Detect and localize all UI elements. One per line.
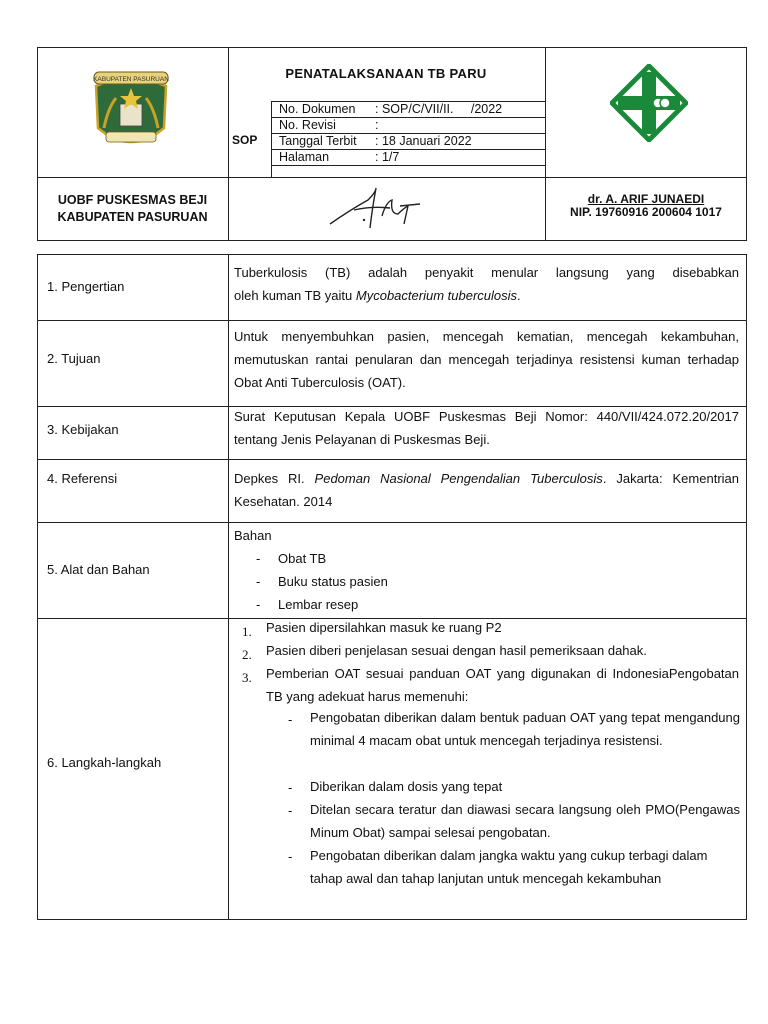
bullet-dash: - bbox=[256, 597, 261, 612]
meta-row-no-dokumen bbox=[279, 102, 502, 116]
section-label-alat-bahan: 5. Alat dan Bahan bbox=[47, 562, 150, 577]
bahan-item: Buku status pasien bbox=[278, 574, 388, 589]
step-sub-item: Pengobatan diberikan dalam jangka waktu yang cukup terbagi dalam tahap awal dan tahap lanjutan untuk mencegah kekambuhan bbox=[310, 848, 708, 886]
text-line bbox=[234, 284, 739, 307]
meta-key: Halaman bbox=[279, 150, 330, 164]
text-run: Depkes RI. bbox=[234, 471, 315, 486]
text-run: . Jakarta: Kementrian Kesehatan. 2014 bbox=[234, 471, 739, 509]
step-number: 1. bbox=[242, 624, 252, 639]
signer-block bbox=[546, 193, 746, 219]
section-content-pengertian bbox=[234, 261, 739, 307]
text-run: . bbox=[517, 288, 521, 303]
step-sub-item: Pengobatan diberikan dalam bentuk paduan OAT yang tepat mengandung minimal 4 macam obat untuk mencegah terjadinya resistensi. bbox=[310, 710, 740, 748]
bahan-item: Lembar resep bbox=[278, 597, 359, 612]
divider bbox=[37, 459, 747, 460]
divider bbox=[228, 254, 229, 920]
divider bbox=[37, 177, 747, 178]
meta-value: : bbox=[375, 118, 379, 132]
bullet-dash: - bbox=[256, 574, 261, 589]
step-item: Pasien diberi penjelasan sesuai dengan hasil pemeriksaan dahak. bbox=[266, 643, 647, 658]
meta-value: : 18 Januari 2022 bbox=[375, 134, 472, 148]
text-run-italic: Mycobacterium tuberculosis bbox=[355, 288, 518, 303]
text-run-italic: Pedoman Nasional Pengendalian Tuberculosis bbox=[314, 471, 603, 486]
section-label-kebijakan: 3. Kebijakan bbox=[47, 422, 119, 437]
section-label-referensi: 4. Referensi bbox=[47, 471, 118, 486]
divider bbox=[271, 165, 545, 166]
section-content-referensi bbox=[234, 467, 739, 513]
bahan-item: Obat TB bbox=[278, 551, 327, 566]
section-content-alat-bahan bbox=[234, 524, 739, 547]
divider bbox=[37, 320, 747, 321]
bahan-heading: Bahan bbox=[234, 528, 272, 543]
section-label-tujuan: 2. Tujuan bbox=[47, 351, 101, 366]
puskesmas-logo bbox=[610, 64, 688, 142]
document-title: PENATALAKSANAAN TB PARU bbox=[285, 66, 487, 81]
meta-value: : 1/7 bbox=[375, 150, 400, 164]
step-number: 3. bbox=[242, 670, 252, 685]
text-run: oleh kuman TB yaitu bbox=[234, 288, 356, 303]
meta-key: No. Revisi bbox=[279, 118, 336, 132]
sop-label: SOP bbox=[232, 133, 258, 147]
section-content-tujuan: Untuk menyembuhkan pasien, mencegah kematian, mencegah kekambuhan, memutuskan rantai penularan dan mencegah terjadinya resistensi kuman terhadap Obat Anti Tuberculosis (OAT). bbox=[234, 329, 739, 390]
step-sub-item: Ditelan secara teratur dan diawasi secara langsung oleh PMO(Pengawas Minum Obat) sampai selesai pengobatan. bbox=[310, 802, 740, 840]
bullet-dash: - bbox=[256, 551, 261, 566]
regency-emblem-logo bbox=[86, 68, 176, 156]
meta-row-halaman bbox=[279, 150, 399, 164]
divider bbox=[37, 522, 747, 523]
bullet-dash: - bbox=[288, 712, 293, 727]
meta-row-tanggal-terbit bbox=[279, 134, 472, 148]
step-number: 2. bbox=[242, 647, 252, 662]
org-line: UOBF PUSKESMAS BEJI bbox=[57, 193, 208, 207]
signature bbox=[320, 180, 440, 238]
section-label-pengertian: 1. Pengertian bbox=[47, 279, 125, 294]
bullet-dash: - bbox=[288, 780, 293, 795]
bullet-dash: - bbox=[288, 849, 293, 864]
organization-name bbox=[37, 192, 228, 226]
meta-value: : SOP/C/VII/II. /2022 bbox=[375, 102, 503, 116]
text-line: Tuberkulosis (TB) adalah penyakit menular langsung yang disebabkan bbox=[234, 265, 739, 280]
meta-row-no-revisi bbox=[279, 118, 378, 132]
step-item: Pemberian OAT sesuai panduan OAT yang digunakan di IndonesiaPengobatan TB yang adekuat harus memenuhi: bbox=[266, 666, 739, 704]
signer-nip: NIP. 19760916 200604 1017 bbox=[570, 205, 722, 219]
meta-key: Tanggal Terbit bbox=[279, 134, 357, 148]
section-label-langkah: 6. Langkah-langkah bbox=[47, 755, 162, 770]
step-sub-item: Diberikan dalam dosis yang tepat bbox=[310, 779, 503, 794]
bullet-dash: - bbox=[288, 803, 293, 818]
meta-key: No. Dokumen bbox=[279, 102, 356, 116]
section-content-kebijakan: Surat Keputusan Kepala UOBF Puskesmas Beji Nomor: 440/VII/424.072.20/2017 tentang Jenis Pelayanan di Puskesmas Beji. bbox=[234, 409, 739, 447]
signer-name: dr. A. ARIF JUNAEDI bbox=[587, 192, 705, 206]
svg-text:KABUPATEN PASURUAN: KABUPATEN PASURUAN bbox=[93, 76, 169, 83]
org-line: KABUPATEN PASURUAN bbox=[57, 210, 208, 224]
step-item: Pasien dipersilahkan masuk ke ruang P2 bbox=[266, 620, 502, 635]
